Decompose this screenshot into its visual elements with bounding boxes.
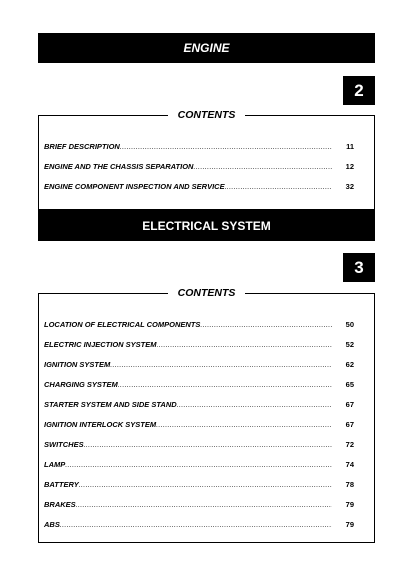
engine-section-number: 2 — [354, 80, 364, 100]
toc-entry[interactable] — [44, 400, 354, 409]
toc-leader-dots — [118, 380, 332, 389]
toc-leader-dots — [157, 340, 332, 349]
toc-entry-label: ABS — [44, 520, 60, 529]
toc-leader-dots — [156, 420, 332, 429]
toc-leader-dots — [60, 520, 332, 529]
toc-entry-page: 12 — [345, 162, 354, 171]
toc-entry-page: 50 — [345, 320, 354, 329]
toc-entry[interactable] — [44, 440, 354, 449]
toc-entry[interactable] — [44, 380, 354, 389]
electrical-section-title: ELECTRICAL SYSTEM — [142, 218, 271, 233]
toc-leader-dots — [177, 400, 332, 409]
toc-entry-page: 32 — [345, 182, 354, 191]
toc-entry-label: ELECTRIC INJECTION SYSTEM — [44, 340, 157, 349]
toc-entry[interactable] — [44, 500, 354, 509]
toc-entry-label: BRAKES — [44, 500, 76, 509]
toc-entry-label: ENGINE AND THE CHASSIS SEPARATION — [44, 162, 194, 171]
toc-entry-page: 72 — [345, 440, 354, 449]
toc-entry-label: CHARGING SYSTEM — [44, 380, 118, 389]
toc-entry[interactable] — [44, 480, 354, 489]
toc-entry-label: IGNITION INTERLOCK SYSTEM — [44, 420, 157, 429]
toc-entry-page: 67 — [345, 420, 354, 429]
toc-entry[interactable] — [44, 460, 354, 469]
toc-entry[interactable] — [44, 142, 354, 151]
electrical-section-banner — [38, 210, 375, 241]
toc-entry[interactable] — [44, 320, 354, 329]
toc-entry[interactable] — [44, 520, 354, 529]
electrical-section-tab — [343, 253, 375, 282]
electrical-contents-title: CONTENTS — [168, 287, 246, 299]
toc-leader-dots — [84, 440, 332, 449]
toc-entry-label: SWITCHES — [44, 440, 84, 449]
toc-leader-dots — [193, 162, 332, 171]
toc-leader-dots — [225, 182, 332, 191]
engine-section-tab — [343, 76, 375, 105]
engine-section-banner — [38, 33, 375, 63]
electrical-section-number: 3 — [354, 257, 364, 277]
toc-entry[interactable] — [44, 340, 354, 349]
toc-entry-label: STARTER SYSTEM AND SIDE STAND — [44, 400, 177, 409]
toc-leader-dots — [200, 320, 332, 329]
toc-leader-dots — [65, 460, 332, 469]
toc-entry-page: 67 — [345, 400, 354, 409]
toc-entry-page: 78 — [345, 480, 354, 489]
toc-entry-page: 65 — [345, 380, 354, 389]
toc-leader-dots — [110, 360, 332, 369]
engine-contents-box — [38, 109, 375, 210]
toc-entry-label: ENGINE COMPONENT INSPECTION AND SERVICE — [44, 182, 225, 191]
electrical-contents-box — [38, 287, 375, 543]
toc-leader-dots — [120, 142, 332, 151]
toc-entry-page: 11 — [346, 142, 354, 151]
toc-entry-page: 52 — [345, 340, 354, 349]
toc-entry-page: 74 — [345, 460, 354, 469]
engine-contents-title: CONTENTS — [168, 109, 246, 121]
toc-entry-label: BRIEF DESCRIPTION — [44, 142, 120, 151]
toc-leader-dots — [79, 480, 332, 489]
toc-entry-label: LOCATION OF ELECTRICAL COMPONENTS — [44, 320, 201, 329]
toc-entry-label: LAMP — [44, 460, 66, 469]
engine-section-title: ENGINE — [183, 41, 230, 55]
toc-entry[interactable] — [44, 420, 354, 429]
toc-entry-label: BATTERY — [44, 480, 79, 489]
toc-entry-page: 79 — [345, 500, 354, 509]
toc-entry-page: 79 — [345, 520, 354, 529]
toc-entry-label: IGNITION SYSTEM — [44, 360, 111, 369]
toc-entry[interactable] — [44, 360, 354, 369]
toc-entry[interactable] — [44, 162, 354, 171]
toc-entry-page: 62 — [345, 360, 354, 369]
toc-leader-dots — [76, 500, 332, 509]
toc-entry[interactable] — [44, 182, 354, 191]
